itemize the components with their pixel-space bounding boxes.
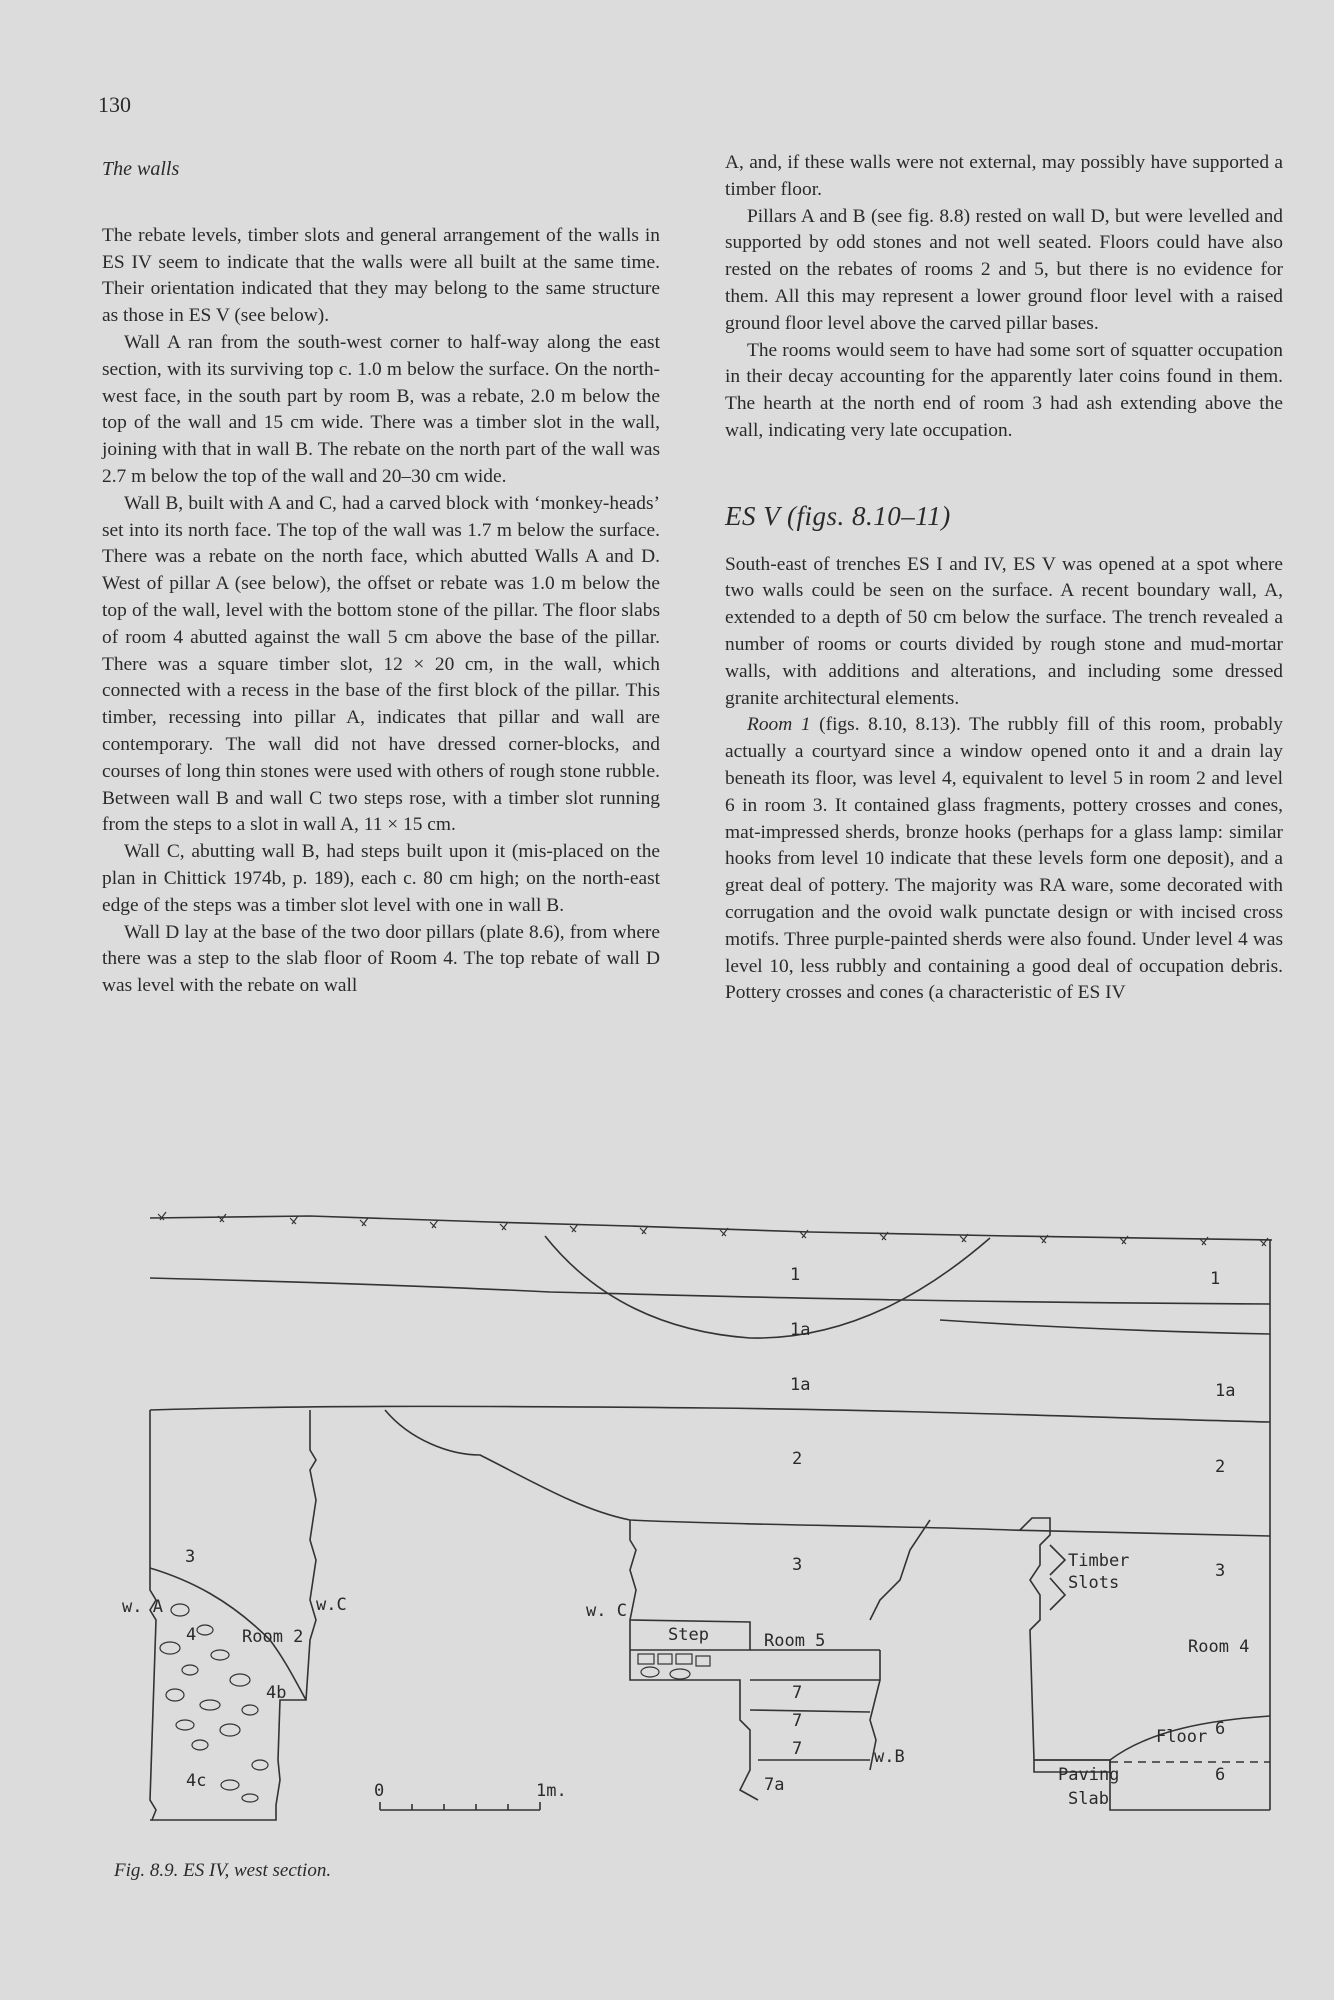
figure-caption: Fig. 8.9. ES IV, west section.	[114, 1860, 332, 1881]
right-column	[725, 150, 1283, 1007]
paragraph: A, and, if these walls were not external, may possibly have supported a timber floor.	[725, 152, 1283, 200]
layer-boundary	[940, 1320, 1270, 1334]
pit-cut	[545, 1236, 990, 1338]
layer-label: 4c	[186, 1771, 207, 1791]
layer-label: 3	[792, 1555, 803, 1575]
layer-boundary	[750, 1710, 870, 1712]
paragraph: Wall A ran from the south-west corner to half-way along the east section, with its surviving top c. 1.0 m below the surface. On the north-west face, in the south part by room B, was a rebate, 2.0 m below the top of the wall and 15 cm wide. There was a timber slot in the wall, joining with that in wall B. The rebate on the north part of the wall was 2.7 m below the top of the wall and 20–30 cm wide.	[102, 331, 660, 487]
paragraph: Room 1 (figs. 8.10, 8.13). The rubbly fill of this room, probably actually a courtyard since a window opened onto it and a drain lay beneath its floor, was level 4, equivalent to level 5 in room 2 and level 6 in room 3. It contained glass fragments, pottery crosses and cones, mat-impressed sherds, bronze hooks (perhaps for a glass lamp: similar hooks from level 10 indicate that these levels form one deposit), and a great deal of pottery. The majority was RA ware, some decorated with corrugation and the ovoid walk punctate design or with incised cross motifs. Three purple-painted sherds were also found. Under level 4 was level 10, less rubbly and containing a good deal of occupation debris. Pottery crosses and cones (a characteristic of ES IV	[725, 714, 1283, 1004]
annotation-label: Slab	[1068, 1789, 1109, 1809]
layer-label: 4b	[266, 1683, 287, 1703]
annotation-label: Paving	[1058, 1765, 1120, 1785]
paragraph: Wall B, built with A and C, had a carved block with ‘monkey-heads’ set into its north face. The top of the wall was 1.7 m below the surface. There was a rebate on the north face, which abutted Walls A and D. West of pillar A (see below), the offset or rebate was 1.0 m below the top of the wall, level with the bottom stone of the pillar. The floor slabs of room 4 abutted against the wall 5 cm above the base of the pillar. There was a square timber slot, 12 × 20 cm, in the wall, which connected with a recess in the base of the first block of the pillar. This timber, recessing into pillar A, indicates that pillar and wall are contemporary. The wall did not have dressed corner-blocks, and courses of long thin stones were used with others of rough stone rubble. Between wall B and wall C two steps rose, with a timber slot running from the steps to a slot in wall A, 11 × 15 cm.	[102, 492, 660, 836]
wall-label: w. C	[586, 1601, 627, 1621]
room-label: Room 5	[764, 1631, 826, 1651]
step-label: Step	[668, 1625, 709, 1645]
annotation-label: Timber	[1068, 1551, 1130, 1571]
wall-label: w. A	[122, 1597, 163, 1617]
layer-label: 2	[792, 1449, 803, 1469]
layer-label: 6	[1215, 1765, 1226, 1785]
layer-label: 3	[185, 1547, 196, 1567]
layer-label: 7a	[764, 1775, 785, 1795]
section-heading: ES V (figs. 8.10–11)	[725, 500, 951, 531]
layer-boundary	[150, 1278, 1270, 1304]
paragraph: Wall D lay at the base of the two door pillars (plate 8.6), from where there was a step to the slab floor of Room 4. The top rebate of wall D was level with the rebate on wall	[102, 921, 660, 997]
page-number: 130	[98, 92, 131, 117]
room-label: Room 2	[242, 1627, 304, 1647]
section-drawing	[110, 1200, 1280, 1840]
scale-label: 0	[374, 1781, 385, 1801]
paragraph: South-east of trenches ES I and IV, ES V was opened at a spot where two walls could be seen on the surface. A recent boundary wall, A, extended to a depth of 50 cm below the surface. The trench revealed a number of rooms or courts divided by rough stone and mud-mortar walls, with additions and alterations, and including some dressed granite architectural elements.	[725, 553, 1283, 709]
annotation-label: Floor	[1156, 1727, 1208, 1747]
layer-boundary	[385, 1410, 1270, 1536]
figure-labels	[122, 1265, 1249, 1809]
scale-bar	[380, 1802, 540, 1810]
scale-label: 1m.	[536, 1781, 567, 1801]
wall-label: w.B	[874, 1747, 905, 1767]
timber-slot	[1050, 1545, 1065, 1610]
layer-label: 3	[1215, 1561, 1226, 1581]
layer-label: 1a	[790, 1375, 811, 1395]
paragraph: The rebate levels, timber slots and general arrangement of the walls in ES IV seem to indicate that the walls were all built at the same time. Their orientation indicated that they may belong to the same structure as those in ES V (see below).	[102, 224, 660, 327]
wall-c-mid-outline	[630, 1520, 758, 1800]
wall-label: w.C	[316, 1595, 347, 1615]
layer-label: 7	[792, 1711, 803, 1731]
step-stones	[638, 1654, 710, 1679]
section-title: The walls	[102, 158, 180, 180]
layer-label: 2	[1215, 1457, 1226, 1477]
layer-label: 7	[792, 1739, 803, 1759]
layer-label: 1a	[1215, 1381, 1236, 1401]
ground-surface-line	[150, 1216, 1272, 1240]
paragraph: The rooms would seem to have had some sort of squatter occupation in their decay accounting for the apparently later coins found in them. The hearth at the north end of room 3 had ash extending above the wall, indicating very late occupation.	[725, 339, 1283, 441]
layer-label: 7	[792, 1683, 803, 1703]
layer-label: 1	[790, 1265, 801, 1285]
layer-label: 1	[1210, 1269, 1221, 1289]
layer-label: 4	[186, 1625, 197, 1645]
layer-boundary	[150, 1406, 1270, 1422]
wall-c-outline	[276, 1410, 316, 1805]
room-label: Room 4	[1188, 1637, 1250, 1657]
layer-label: 6	[1215, 1719, 1226, 1739]
paragraph: Pillars A and B (see fig. 8.8) rested on wall D, but were levelled and supported by odd stones and not well seated. Floors could have also rested on the rebates of rooms 2 and 5, but there is no evidence for them. All this may represent a lower ground floor level with a raised ground floor level above the carved pillar bases.	[725, 205, 1283, 334]
annotation-label: Slots	[1068, 1573, 1120, 1593]
left-column	[102, 150, 660, 1000]
layer-label: 1a	[790, 1320, 811, 1340]
wall-b-outline	[870, 1520, 930, 1770]
paragraph: Wall C, abutting wall B, had steps built upon it (mis-placed on the plan in Chittick 1974b, p. 189), each c. 80 cm high; on the north-east edge of the steps was a timber slot level with one in wall B.	[102, 841, 660, 916]
base-line	[152, 1805, 276, 1820]
